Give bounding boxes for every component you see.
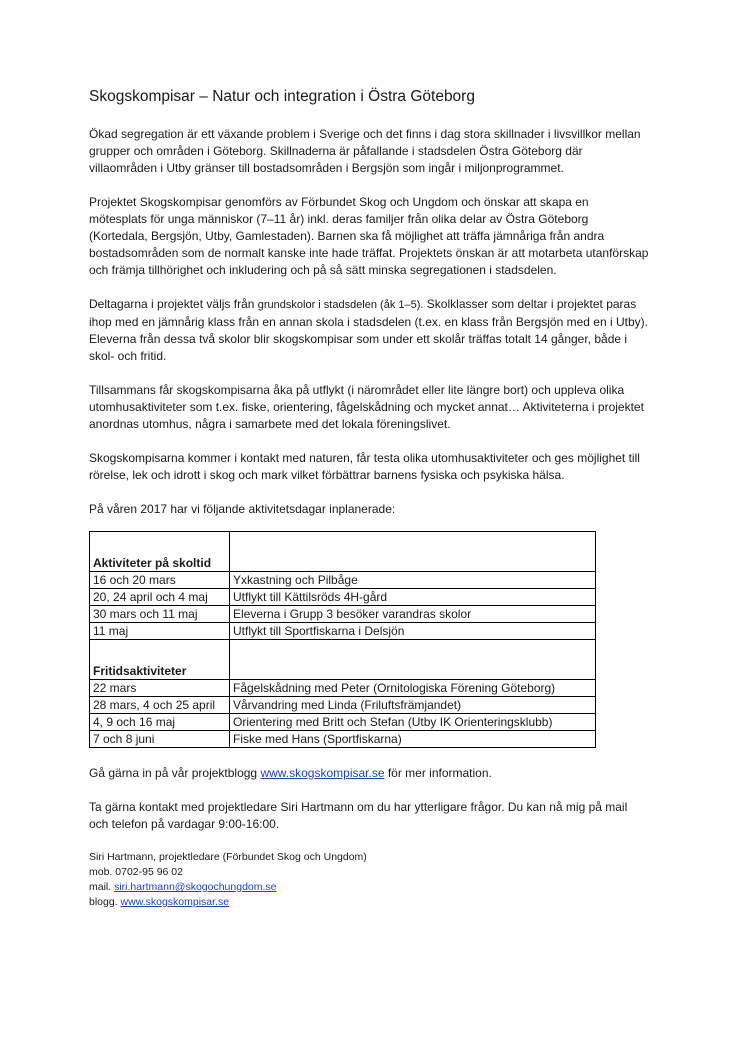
school-section-header [90,552,596,572]
activity-cell: Orientering med Britt och Stefan (Utby IK Orienteringsklubb) [230,714,596,731]
section-header-cell: Fritidsaktiviteter [90,660,230,680]
signature-block [89,850,649,910]
leisure-section-header [90,660,596,680]
table-cell [230,552,596,572]
contact-paragraph: Ta gärna kontakt med projektledare Siri Hartmann om du har ytterligare frågor. Du kan nå mig på mail och telefon på vardagar 9:00-16:00. [89,800,628,831]
activities-paragraph: Tillsammans får skogskompisarna åka på utflykt (i närområdet eller lite längre bort) och uppleva olika utomhusaktiviteter som t.ex. fiske, orientering, fågelskådning och mycket annat… Aktiviteterna i projektet anordnas utomhus, några i samarbete med det lokala föreningslivet. [89,383,644,431]
participants-paragraph [89,296,649,365]
document-title: Skogskompisar – Natur och integration i Östra Göteborg [89,88,475,105]
table-row [90,714,596,731]
participants-text-rest: Skolklasser som deltar i projektet paras ihop med en jämnårig klass från en annan skola i stadsdelen (t.ex. en klass från Bergsjön med en i Utby). Eleverna från dessa två skolor blir skogskompisar som under ett skolår träffas totalt 14 gånger, både i skol- och fritid. [89,297,648,363]
project-paragraph: Projektet Skogskompisar genomförs av Förbundet Skog och Ungdom och önskar att skapa en mötesplats för unga människor (7–11 år) inkl. deras familjer från olika delar av Östra Göteborg (Kortedala, Bergsjön, Utby, Gamlestaden). Barnen ska få möjlighet att träffa jämnåriga från andra bostadsområden som de normalt kanske inte hade träffat. Projektets önskan är att motarbeta utanförskap och främja tillhörighet och inkludering och på så sätt minska segregationen i stadsdelen. [89,195,649,277]
date-cell: 22 mars [90,680,230,697]
mail-label: mail. [89,881,115,893]
date-cell: 11 maj [90,623,230,640]
participants-text-start: Deltagarna i projektet väljs från [89,297,258,311]
nature-paragraph: Skogskompisarna kommer i kontakt med naturen, får testa olika utomhusaktiviteter och ges möjlighet till rörelse, lek och idrott i skog och mark vilket förbättrar barnens fysiska och psykiska hälsa. [89,451,640,482]
signature-mobile: mob. 0702-95 96 02 [89,866,183,878]
blog-paragraph [89,765,649,782]
intro-paragraph: Ökad segregation är ett växande problem i Sverige och det finns i dag stora skillnader i livsvillkor mellan grupper och områden i Göteborg. Skillnaderna är påfallande i stadsdelen Östra Göteborg där villaområden i Utby gränser till bostadsområden i Bergsjön som ingår i miljonprogrammet. [89,127,641,175]
activity-cell: Eleverna i Grupp 3 besöker varandras skolor [230,606,596,623]
table-row [90,623,596,640]
blog-text-before: Gå gärna in på vår projektblogg [89,766,261,780]
blog-label: blogg. [89,896,121,908]
activity-schedule-table [89,531,596,748]
date-cell: 7 och 8 juni [90,731,230,748]
activity-cell: Utflykt till Kättilsröds 4H-gård [230,589,596,606]
section-header-cell: Aktiviteter på skoltid [90,552,230,572]
signature-blog [89,895,649,910]
table-row [90,731,596,748]
activity-cell: Vårvandring med Linda (Friluftsfrämjandet) [230,697,596,714]
blog-link[interactable]: www.skogskompisar.se [260,766,385,780]
activity-cell: Utflykt till Sportfiskarna i Delsjön [230,623,596,640]
table-spacer-row [90,532,596,553]
participants-text-small: grundskolor i stadsdelen (åk 1–5). [257,299,424,311]
mail-link[interactable]: siri.hartmann@skogochungdom.se [114,881,277,893]
activity-cell: Fågelskådning med Peter (Ornitologiska Förening Göteborg) [230,680,596,697]
signature-mail [89,880,649,895]
document-page [89,88,649,910]
table-cell [230,640,596,661]
date-cell: 30 mars och 11 maj [90,606,230,623]
table-row [90,606,596,623]
blog-text-after: för mer information. [384,766,492,780]
table-cell [90,640,230,661]
signature-name: Siri Hartmann, projektledare (Förbundet Skog och Ungdom) [89,851,367,863]
date-cell: 16 och 20 mars [90,572,230,589]
table-row [90,680,596,697]
table-row [90,572,596,589]
table-cell [230,532,596,553]
table-cell [230,660,596,680]
date-cell: 28 mars, 4 och 25 april [90,697,230,714]
activity-cell: Yxkastning och Pilbåge [230,572,596,589]
table-cell [90,532,230,553]
signature-blog-link[interactable]: www.skogskompisar.se [120,896,230,908]
date-cell: 4, 9 och 16 maj [90,714,230,731]
table-spacer-row [90,640,596,661]
table-row [90,589,596,606]
table-row [90,697,596,714]
activity-cell: Fiske med Hans (Sportfiskarna) [230,731,596,748]
schedule-intro: På våren 2017 har vi följande aktivitetsdagar inplanerade: [89,502,396,516]
date-cell: 20, 24 april och 4 maj [90,589,230,606]
